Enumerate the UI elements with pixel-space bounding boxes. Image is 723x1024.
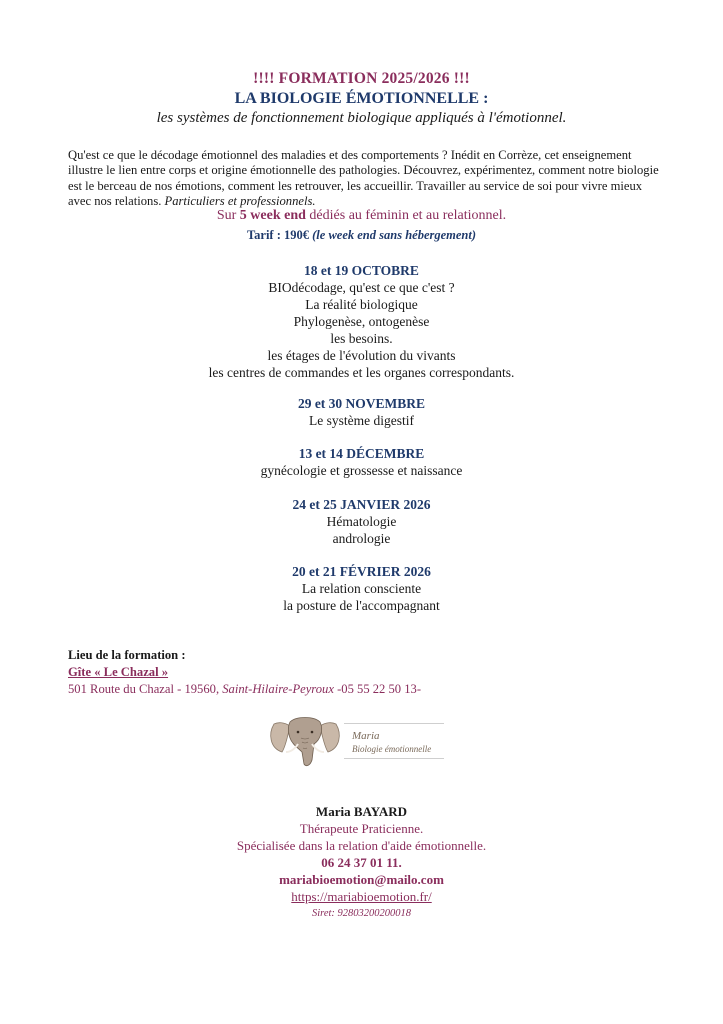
contact-website-link[interactable]: https://mariabioemotion.fr/ (291, 889, 432, 904)
session-topic: Phylogenèse, ontogenèse (293, 314, 430, 329)
session-january (0, 496, 723, 547)
intro-text: Qu'est ce que le décodage émotionnel des maladies et des comportements ? Inédit en Corrèze, cet enseignement illustre le lien entre corps et origine émotionnelle des pathologies. Découvrez, expérimentez, comment notre biologie est le berceau de nos émotions, comment les retrouver, les accueillir. Travailler au service de soi pour vivre mieux avec nos relations. (68, 148, 659, 209)
session-topic: La réalité biologique (305, 297, 418, 312)
venue-street: 501 Route du Chazal - 19560, (68, 682, 223, 696)
contact-name: Maria BAYARD (315, 804, 408, 819)
intro-audience: Particuliers et professionnels. (164, 194, 316, 209)
session-date: 13 et 14 DÉCEMBRE (298, 446, 425, 461)
venue-town: Saint-Hilaire-Peyroux (222, 682, 334, 696)
logo-subtitle: Biologie émotionnelle (352, 744, 432, 754)
session-date: 29 et 30 NOVEMBRE (297, 396, 426, 411)
contact-title: Thérapeute Praticienne. (299, 821, 424, 836)
weekend-prefix: Sur (216, 208, 240, 223)
tarif-note: (le week end sans hébergement) (312, 228, 477, 242)
session-topic: les besoins. (330, 331, 393, 346)
weekend-suffix: dédiés au féminin et au relationnel. (305, 208, 507, 223)
tarif-line (0, 228, 723, 243)
session-date: 18 et 19 OCTOBRE (304, 263, 419, 278)
session-february (0, 563, 723, 614)
session-december (0, 445, 723, 479)
session-topic: La relation consciente (301, 581, 422, 596)
contact-phone: 06 24 37 01 11. (321, 855, 402, 870)
formation-heading: !!!! FORMATION 2025/2026 !!! (253, 70, 470, 87)
elephant-icon (268, 712, 342, 768)
contact-block (0, 803, 723, 922)
session-topic: la posture de l'accompagnant (283, 598, 440, 613)
session-november (0, 395, 723, 429)
session-topic: Hématologie (326, 514, 397, 529)
weekend-line (0, 208, 723, 224)
logo-rule (344, 723, 444, 724)
venue-block (68, 647, 421, 698)
contact-specialty: Spécialisée dans la relation d'aide émotionnelle. (236, 838, 487, 853)
session-topic: les étages de l'évolution du vivants (267, 348, 456, 363)
venue-phone: -05 55 22 50 13- (333, 682, 422, 696)
intro-paragraph (68, 148, 668, 210)
session-october (0, 262, 723, 381)
session-topic: les centres de commandes et les organes correspondants. (208, 365, 515, 380)
venue-label: Lieu de la formation : (68, 648, 186, 662)
session-date: 20 et 21 FÉVRIER 2026 (292, 564, 431, 579)
contact-email[interactable]: mariabioemotion@mailo.com (279, 872, 444, 887)
session-topic: andrologie (332, 531, 391, 546)
venue-name: Gîte « Le Chazal » (68, 665, 169, 679)
logo-name: Maria (352, 730, 380, 742)
session-date: 24 et 25 JANVIER 2026 (292, 497, 431, 512)
tarif-label: Tarif : 190€ (246, 228, 310, 242)
brand-logo (268, 712, 448, 768)
weekend-count: 5 week end (239, 208, 306, 223)
venue-address (68, 681, 421, 698)
logo-rule (344, 758, 444, 759)
contact-siret: Siret: 92803200200018 (311, 908, 412, 919)
main-title: LA BIOLOGIE ÉMOTIONNELLE : (234, 90, 489, 107)
subtitle: les systèmes de fonctionnement biologique appliqués à l'émotionnel. (156, 110, 567, 126)
session-topic: Le système digestif (309, 413, 414, 428)
session-topic: gynécologie et grossesse et naissance (260, 463, 463, 478)
session-topic: BIOdécodage, qu'est ce que c'est ? (268, 280, 455, 295)
